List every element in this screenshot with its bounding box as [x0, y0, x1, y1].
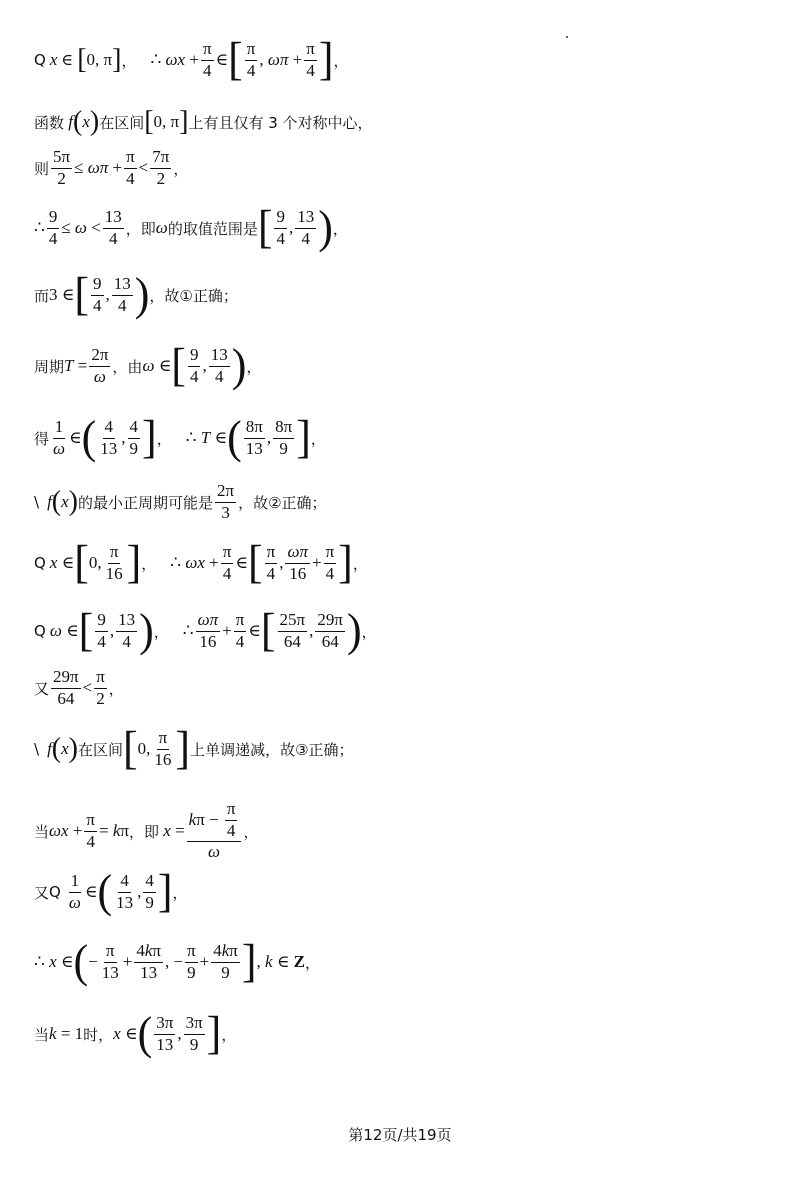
line-6: 周期 T = $\frac{2\pi}{\omega}$ ，由 ω ∈ [ $\frac{9}{4}$ , $\frac{13}{4}$ ) ， — [34, 339, 262, 392]
text: 周期 — [34, 357, 65, 376]
line-2: 函数 f ( x ) 在区间 [ 0, π ] 上有且仅有 3 个对称中心， — [34, 106, 373, 137]
text: 当 — [34, 822, 50, 841]
page-footer: 第12页/共19页 — [348, 1126, 452, 1144]
line-9: Q x ∈ [ 0, $\frac{\pi}{16}$ ] ， ∴ ωx + $\frac{\pi}{4}$ ∈ [ $\frac{\pi}{4}$ , $\frac{\omega\pi}{16}$ + $\frac{\pi}{4}$ ] ， — [34, 536, 368, 589]
text: 时， — [83, 1025, 114, 1044]
line-14: 又 Q $\frac{1}{\omega}$ ∈ ( $\frac{4}{13}$ , $\frac{4}{9}$ ] ， — [34, 865, 188, 918]
text: 又 — [34, 679, 50, 698]
text: 上单调递减，故③正确； — [190, 740, 354, 759]
because-symbol: Q — [34, 51, 46, 69]
line-11: 又 $\frac{29\pi}{64}$ < $\frac{\pi}{2}$ ， — [34, 667, 124, 708]
text: ，故①正确； — [149, 286, 238, 305]
line-4: ∴ $\frac{9}{4}$ ≤ ω < $\frac{13}{4}$ ，即 ω 的取值范围是 [ $\frac{9}{4}$ , $\frac{13}{4}$ ) ， — [34, 201, 348, 254]
text: 而 — [34, 286, 50, 305]
text: 在区间 — [99, 113, 145, 132]
scan-speck — [566, 36, 568, 38]
text: 的最小正周期可能是 — [78, 493, 214, 512]
line-12: \ f ( x ) 在区间 [ 0, $\frac{\pi}{16}$ ] 上单调递减，故③正确； — [34, 722, 354, 775]
text: 得 — [34, 429, 50, 448]
text: 函数 — [34, 113, 65, 132]
text: 当 — [34, 1025, 50, 1044]
text: 则 — [34, 159, 50, 178]
text: ，由 — [112, 357, 143, 376]
line-8: \ f ( x ) 的最小正周期可能是 $\frac{2\pi}{3}$ ，故②正确； — [34, 481, 327, 522]
line-7: 得 $\frac{1}{\omega}$ ∈ ( $\frac{4}{13}$ , $\frac{4}{9}$ ] ， ∴ T ∈ ( $\frac{8\pi}{13}$ , $\frac{8\pi}{9}$ ] ， — [34, 411, 326, 464]
line-3: 则 $\frac{5\pi}{2}$ ≤ ωπ + $\frac{\pi}{4}$ < $\frac{7\pi}{2}$ ， — [34, 147, 189, 188]
text: 上有且仅有 3 个对称中心， — [188, 113, 373, 132]
line-10: Q ω ∈ [ $\frac{9}{4}$ , $\frac{13}{4}$ ) ， ∴ $\frac{\omega\pi}{16}$ + $\frac{\pi}{4}$ ∈ [ $\frac{25\pi}{64}$ , $\frac{29\pi}{64}$ ) ， — [34, 604, 377, 657]
text: 在区间 — [78, 740, 124, 759]
text: ，即 — [129, 822, 160, 841]
line-13: 当 ωx + $\frac{\pi}{4}$ = kπ ，即 x = k π − $\frac{\pi}{4}$ ω ， — [34, 799, 259, 862]
line-1: Q x ∈ [ 0, π ] ， ∴ ωx + $\frac{\pi}{4}$ ∈ [ $\frac{\pi}{4}$ , ωπ + $\frac{\pi}{4}$ ] ， — [34, 33, 349, 86]
line-16: 当 k = 1 时， x ∈ ( $\frac{3\pi}{13}$ , $\frac{3\pi}{9}$ ] ， — [34, 1007, 237, 1060]
text: ，故②正确； — [238, 493, 327, 512]
line-15: ∴ x ∈ ( − $\frac{\pi}{13}$ + $\frac{4k\pi}{13}$ , − $\frac{\pi}{9}$ + $\frac{4k\pi}{9}$ ] , k ∈ Z ， — [34, 935, 321, 988]
line-5: 而 3 ∈ [ $\frac{9}{4}$ , $\frac{13}{4}$ ) ，故①正确； — [34, 268, 238, 321]
